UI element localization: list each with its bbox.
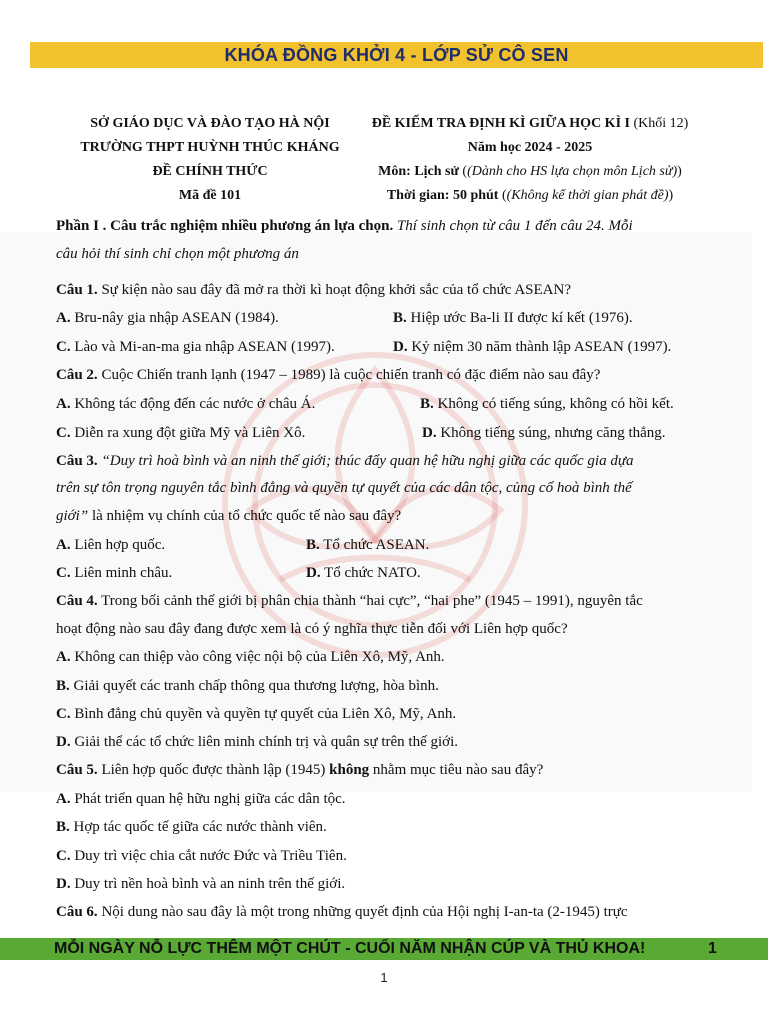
question-1: Câu 1. Sự kiện nào sau đây đã mở ra thời kì hoạt động khởi sắc của tổ chức ASEAN?	[56, 282, 571, 298]
motivation-message: MỖI NGÀY NỖ LỰC THÊM MỘT CHÚT - CUỐI NĂM NHẬN CÚP VÀ THỦ KHOA!	[54, 940, 646, 957]
exam-title: ĐỀ KIỂM TRA ĐỊNH KÌ GIỮA HỌC KÌ I	[371, 116, 630, 131]
q3-option-b[interactable]: B. Tổ chức ASEAN.	[306, 537, 430, 553]
q1-option-d[interactable]: D. Kỷ niệm 30 năm thành lập ASEAN (1997).	[393, 339, 672, 355]
q2-option-b[interactable]: B. Không có tiếng súng, không có hồi kết.	[420, 396, 674, 412]
q2-option-d[interactable]: D. Không tiếng súng, nhưng căng thẳng.	[422, 425, 666, 441]
time-note: ((Không kể thời gian phát đề))	[501, 188, 674, 203]
motivation-banner	[0, 938, 768, 960]
question-5: Câu 5. Liên hợp quốc được thành lập (1945) không nhằm mục tiêu nào sau đây?	[56, 762, 544, 778]
q5-option-d[interactable]: D. Duy trì nền hoà bình và an ninh trên thế giới.	[56, 876, 346, 892]
q5-option-c[interactable]: C. Duy trì việc chia cắt nước Đức và Triều Tiên.	[56, 848, 347, 864]
page-number: 1	[380, 970, 388, 985]
subject-label: Môn: Lịch sử	[378, 164, 459, 179]
q5-option-a[interactable]: A. Phát triển quan hệ hữu nghị giữa các dân tộc.	[56, 791, 346, 807]
q1-option-a[interactable]: A. Bru-nây gia nhập ASEAN (1984).	[56, 310, 279, 326]
question-3-line1: Câu 3. “Duy trì hoà bình và an ninh thế giới; thúc đẩy quan hệ hữu nghị giữa các quốc gia dựa	[56, 453, 634, 469]
question-6: Câu 6. Nội dung nào sau đây là một trong những quyết định của Hội nghị I-an-ta (2-1945) trực	[56, 904, 628, 920]
school-year: Năm học 2024 - 2025	[467, 140, 593, 155]
q3-option-c[interactable]: C. Liên minh châu.	[56, 565, 173, 581]
q5-option-b[interactable]: B. Hợp tác quốc tế giữa các nước thành viên.	[56, 819, 327, 835]
q4-option-c[interactable]: C. Bình đẳng chủ quyền và quyền tự quyết của Liên Xô, Mỹ, Anh.	[56, 706, 457, 722]
part1-line2: câu hỏi thí sinh chỉ chọn một phương án	[56, 246, 299, 262]
question-2: Câu 2. Cuộc Chiến tranh lạnh (1947 – 1989) là cuộc chiến tranh có đặc điểm nào sau đây?	[56, 367, 601, 383]
q4-option-d[interactable]: D. Giải thể các tổ chức liên minh chính trị và quân sự trên thế giới.	[56, 734, 459, 750]
school-header	[55, 112, 365, 208]
banner-page-number: 1	[708, 940, 717, 957]
question-3-line3: giới” là nhiệm vụ chính của tổ chức quốc tế nào sau đây?	[56, 508, 402, 524]
time-label: Thời gian: 50 phút	[386, 188, 499, 203]
q4-option-b[interactable]: B. Giải quyết các tranh chấp thông qua thương lượng, hòa bình.	[56, 678, 439, 694]
question-4-line2: hoạt động nào sau đây đang được xem là có ý nghĩa thực tiễn đối với Liên hợp quốc?	[56, 621, 568, 637]
school-name: TRƯỜNG THPT HUỲNH THÚC KHÁNG	[80, 140, 340, 155]
subject-note: ((Dành cho HS lựa chọn môn Lịch sử))	[462, 164, 682, 179]
q1-option-c[interactable]: C. Lào và Mi-an-ma gia nhập ASEAN (1997).	[56, 339, 335, 355]
part1-instruction: Thí sinh chọn từ câu 1 đến câu 24. Mỗi	[393, 218, 633, 234]
q3-option-a[interactable]: A. Liên hợp quốc.	[56, 537, 166, 553]
exam-grade: (Khối 12)	[629, 116, 689, 131]
part1-line1	[56, 218, 633, 235]
exam-header	[360, 112, 700, 208]
part1-title: Phần I . Câu trắc nghiệm nhiều phương án lựa chọn.	[56, 218, 394, 234]
q1-option-b[interactable]: B. Hiệp ước Ba-li II được kí kết (1976).	[393, 310, 633, 326]
exam-code: Mã đề 101	[178, 188, 242, 203]
q2-option-c[interactable]: C. Diễn ra xung đột giữa Mỹ và Liên Xô.	[56, 425, 306, 441]
course-banner-title: KHÓA ĐỒNG KHỞI 4 - LỚP SỬ CÔ SEN	[224, 44, 569, 65]
question-4-line1: Câu 4. Trong bối cảnh thế giới bị phân chia thành “hai cực”, “hai phe” (1945 – 1991), nguyên tắc	[56, 593, 643, 609]
q3-option-d[interactable]: D. Tổ chức NATO.	[306, 565, 421, 581]
official-exam-label: ĐỀ CHÍNH THỨC	[152, 164, 268, 179]
department-name: SỞ GIÁO DỤC VÀ ĐÀO TẠO HÀ NỘI	[90, 116, 330, 131]
question-3-line2: trên sự tôn trọng nguyên tắc bình đẳng và quyền tự quyết của các dân tộc, củng cố hoà bình thế	[56, 480, 632, 496]
q2-option-a[interactable]: A. Không tác động đến các nước ở châu Á.	[56, 396, 316, 412]
q4-option-a[interactable]: A. Không can thiệp vào công việc nội bộ của Liên Xô, Mỹ, Anh.	[56, 649, 445, 665]
course-banner	[30, 42, 763, 68]
